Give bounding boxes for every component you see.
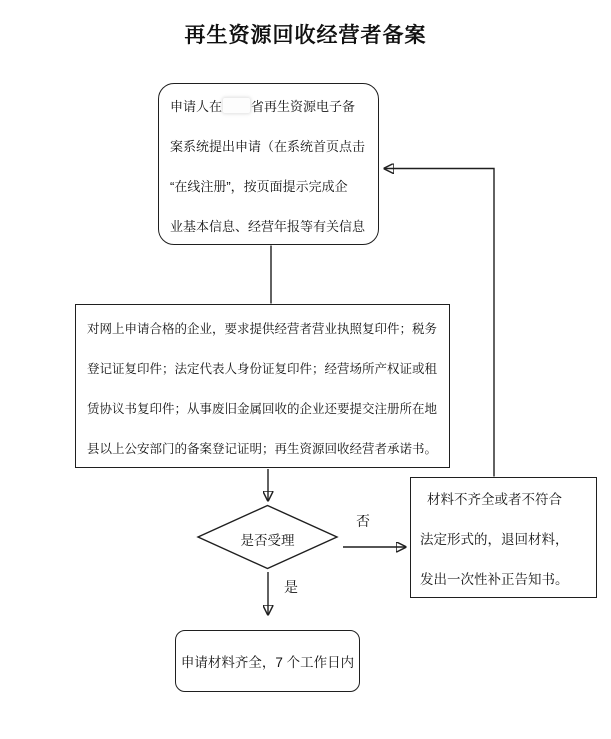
apply-line1-prefix: 申请人在 — [170, 99, 223, 114]
text-line: 赁协议书复印件；从事废旧金属回收的企业还要提交注册所在地 — [87, 402, 438, 416]
text-line: 发出一次性补正告知书。 — [420, 572, 569, 587]
reject-step-text — [420, 480, 587, 600]
text-line — [170, 87, 367, 127]
text-line: “在线注册”，按页面提示完成企 — [170, 179, 348, 194]
text-line: 县以上公安部门的备案登记证明；再生资源回收经营者承诺书。 — [87, 442, 438, 456]
decision-label: 是否受理 — [240, 533, 295, 548]
review-step-text — [87, 309, 438, 469]
apply-line1-suffix: 省再生资源电子备 — [251, 99, 356, 114]
page-title: 再生资源回收经营者备案 — [184, 24, 427, 47]
text-line: 业基本信息、经营年报等有关信息 — [170, 219, 366, 234]
apply-step-text — [170, 127, 367, 247]
text-line: 案系统提出申请（在系统首页点击 — [170, 139, 366, 154]
text-line: 材料不齐全或者不符合 — [427, 492, 562, 507]
text-line: 对网上申请合格的企业，要求提供经营者营业执照复印件；税务 — [87, 322, 438, 336]
reject-step-box — [410, 477, 597, 598]
edge-label-no: 否 — [356, 513, 370, 529]
edge-label-yes: 是 — [284, 579, 298, 595]
review-step-box — [75, 304, 450, 468]
accept-step-box — [175, 630, 360, 692]
accept-step-text: 申请材料齐全，7 个工作日内 — [180, 655, 355, 670]
text-line: 登记证复印件；法定代表人身份证复印件；经营场所产权证或租 — [87, 362, 438, 376]
text-line: 法定形式的，退回材料， — [420, 532, 569, 547]
redacted-region — [223, 98, 250, 113]
apply-step-box — [158, 83, 379, 245]
